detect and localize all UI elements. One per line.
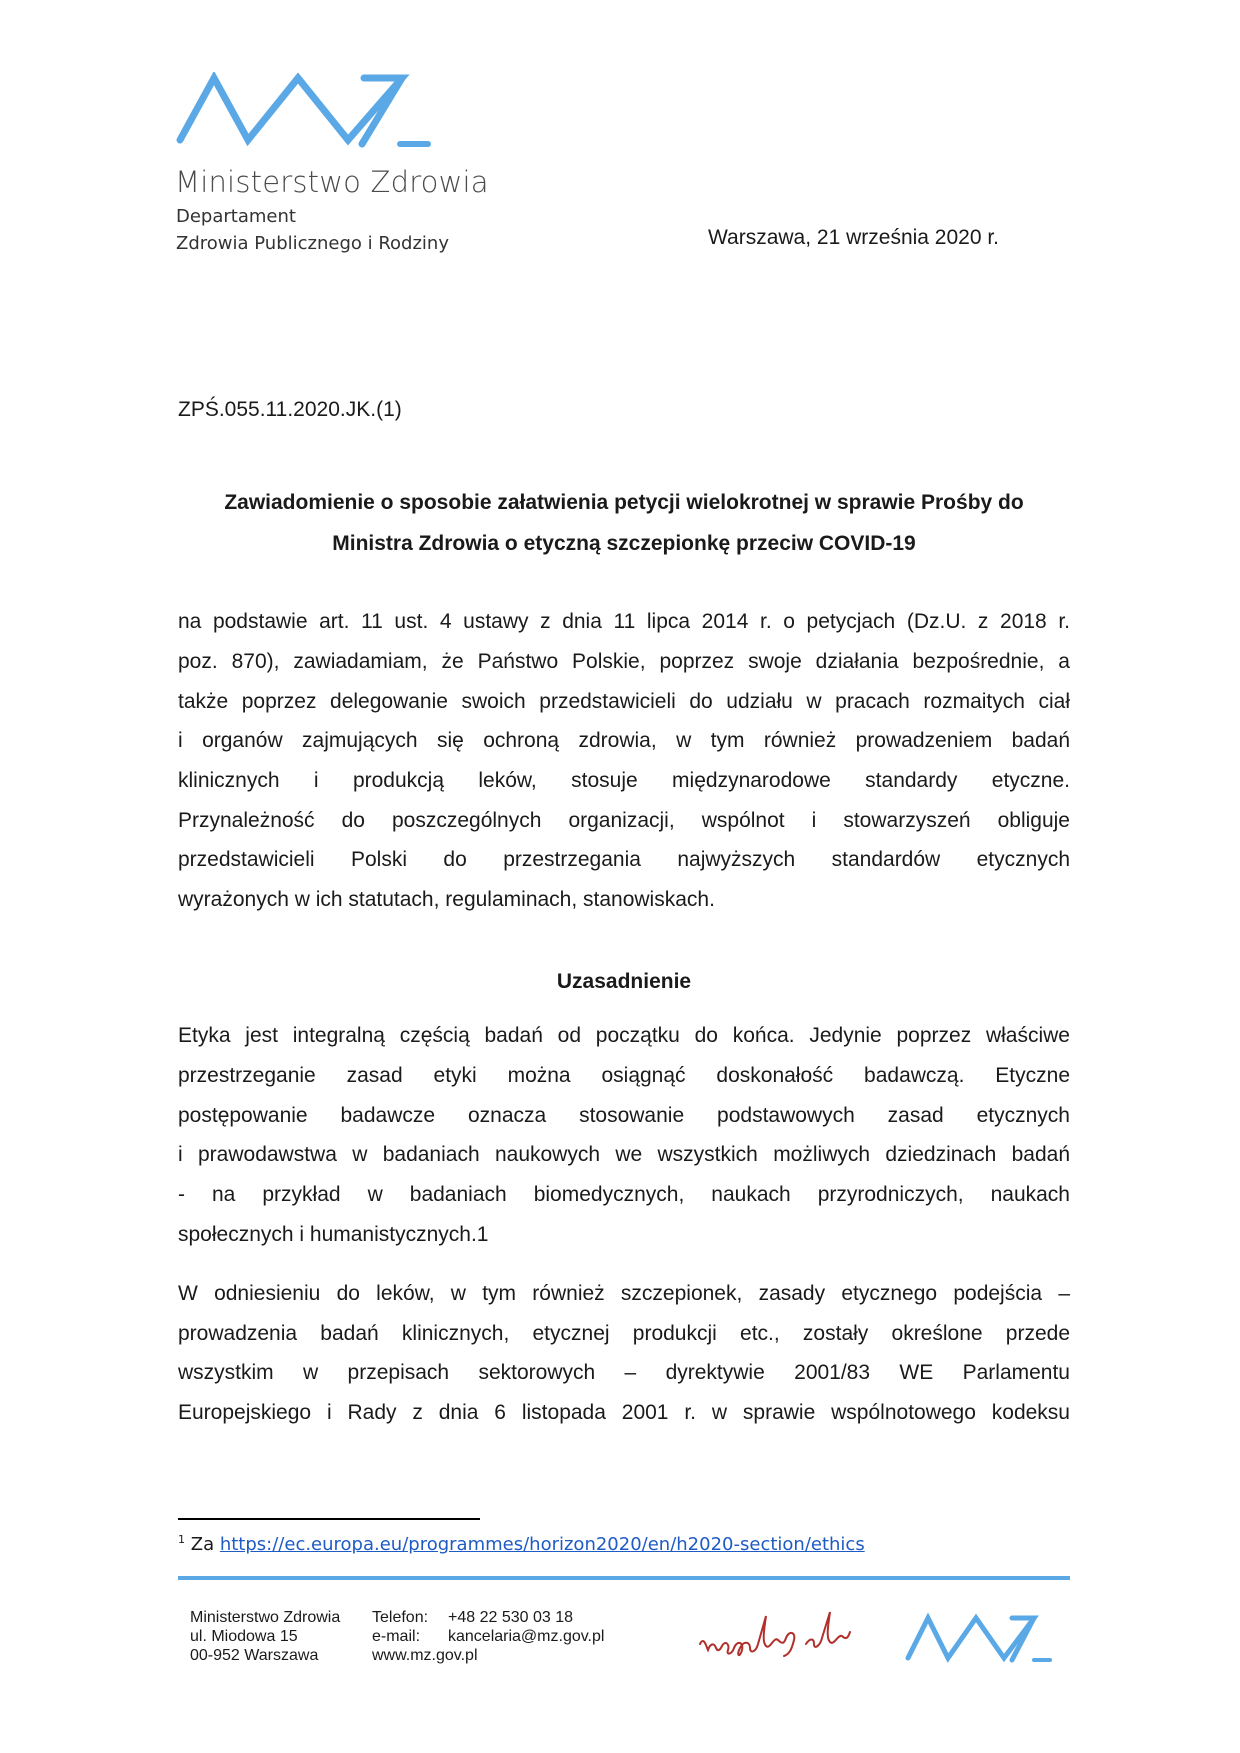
email-label: e-mail: [372,1628,421,1645]
paragraph2-line: - na przykład w badaniach biomedycznych, naukach przyrodniczych, naukach [178,1183,1070,1206]
footnote-marker: 1 [178,1533,185,1546]
paragraph2-line: postępowanie badawcze oznacza stosowanie podstawowych zasad etycznych [178,1104,1070,1127]
document-title: Zawiadomienie o sposobie załatwienia petycji wielokrotnej w sprawie Prośby do [224,491,1024,514]
footer-address-line: 00-952 Warszawa [190,1647,319,1664]
paragraph2-line: i prawodawstwa w badaniach naukowych we wszystkich możliwych dziedzinach badań [178,1143,1070,1166]
paragraph2-line: Etyka jest integralną częścią badań od początku do końca. Jedynie poprzez właściwe [178,1024,1070,1047]
paragraph1-line: także poprzez delegowanie swoich przedstawicieli do udziału w pracach rozmaitych ciał [178,690,1070,713]
paragraph2-line: przestrzeganie zasad etyki można osiągnąć doskonałość badawczą. Etyczne [178,1064,1070,1087]
paragraph3-line: W odniesieniu do leków, w tym również szczepionek, zasady etycznego podejścia – [178,1282,1070,1305]
paragraph3-line: prowadzenia badań klinicznych, etycznej produkcji etc., zostały określone przede [178,1322,1070,1345]
footer-contact-values [448,1608,604,1646]
footer-address-line: ul. Miodowa 15 [190,1628,298,1645]
reference-number: ZPŚ.055.11.2020.JK.(1) [178,398,402,421]
niepodlegla-signature-icon [696,1604,866,1664]
document-title-line2: Ministra Zdrowia o etyczną szczepionkę przeciw COVID-19 [332,532,916,555]
footer-divider [178,1576,1070,1580]
department-name: Departament [176,206,296,227]
paragraph3-line: wszystkim w przepisach sektorowych – dyrektywie 2001/83 WE Parlamentu [178,1361,1070,1384]
paragraph1-line: przedstawicieli Polski do przestrzegania najwyższych standardów etycznych [178,848,1070,871]
paragraph1-line: Przynależność do poszczególnych organizacji, wspólnot i stowarzyszeń obliguje [178,809,1070,832]
paragraph1-line: wyrażonych w ich statutach, regulaminach, stanowiskach. [178,888,715,911]
mz-logo-footer-icon [904,1612,1058,1666]
mz-logo-icon [176,72,440,154]
phone-number: +48 22 530 03 18 [448,1609,574,1626]
email-address[interactable]: kancelaria@mz.gov.pl [448,1628,605,1645]
paragraph1-line: klinicznych i produkcją leków, stosuje międzynarodowe standardy etyczne. [178,769,1070,792]
department-name-line2: Zdrowia Publicznego i Rodziny [176,233,449,254]
footnote [178,1533,865,1555]
footnote-link[interactable]: https://ec.europa.eu/programmes/horizon2020/en/h2020-section/ethics [219,1534,865,1555]
paragraph1-line: poz. 870), zawiadamiam, że Państwo Polskie, poprzez swoje działania bezpośrednie, a [178,650,1070,673]
footer-address-line: Ministerstwo Zdrowia [190,1609,341,1626]
document-date: Warszawa, 21 września 2020 r. [708,226,1000,249]
paragraph2-line: społecznych i humanistycznych.1 [178,1223,489,1246]
paragraph1-line: na podstawie art. 11 ust. 4 ustawy z dnia 11 lipca 2014 r. o petycjach (Dz.U. z 2018 r. [178,610,1070,633]
phone-label: Telefon: [372,1609,429,1626]
ministry-name: Ministerstwo Zdrowia [175,165,489,199]
footnote-divider [178,1518,480,1520]
footnote-prefix: Za [190,1534,215,1555]
paragraph3-line: Europejskiego i Rady z dnia 6 listopada 2001 r. w sprawie wspólnotowego kodeksu [178,1401,1070,1424]
justification-heading: Uzasadnienie [556,970,692,993]
footer-address [190,1608,340,1665]
website-link[interactable]: www.mz.gov.pl [372,1647,478,1664]
paragraph1-line: i organów zajmujących się ochroną zdrowia, w tym również prowadzeniem badań [178,729,1070,752]
